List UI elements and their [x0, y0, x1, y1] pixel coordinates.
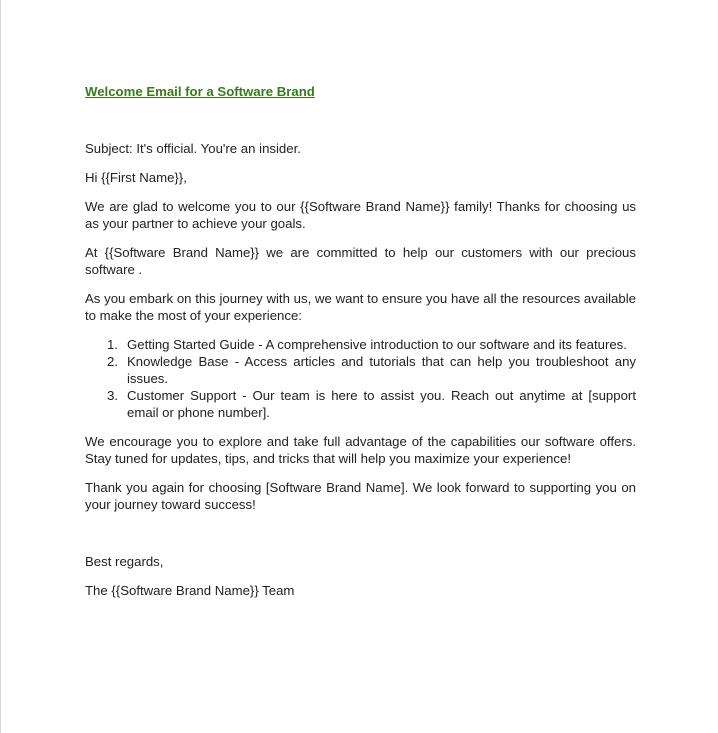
email-greeting: Hi {{First Name}},: [85, 170, 187, 185]
list-item-text: Getting Started Guide - A comprehensive introduction to our software and its features.: [127, 337, 627, 352]
paragraph-encourage: We encourage you to explore and take full advantage of the capabilities our software offers. Stay tuned for updates, tips, and tricks that will help you maximize your experience!: [85, 434, 636, 466]
paragraph-welcome: We are glad to welcome you to our {{Software Brand Name}} family! Thanks for choosing us as your partner to achieve your goals.: [85, 199, 636, 231]
email-subject: Subject: It's official. You're an insider.: [85, 141, 301, 156]
document-title: Welcome Email for a Software Brand: [85, 84, 315, 99]
list-item: [85, 336, 636, 353]
list-item: [85, 353, 636, 387]
paragraph-commitment: At {{Software Brand Name}} we are committed to help our customers with our precious software .: [85, 245, 636, 277]
document-body: [85, 83, 636, 611]
paragraph-resources-intro: As you embark on this journey with us, we want to ensure you have all the resources available to make the most of your experience:: [85, 291, 636, 323]
list-item-number: 2.: [107, 354, 118, 369]
paragraph-thanks: Thank you again for choosing [Software Brand Name]. We look forward to supporting you on your journey toward success!: [85, 480, 636, 512]
list-item-number: 1.: [107, 337, 118, 352]
list-item-number: 3.: [107, 388, 118, 403]
email-signature: The {{Software Brand Name}} Team: [85, 583, 295, 598]
email-signoff: Best regards,: [85, 554, 164, 569]
list-item-text: Customer Support - Our team is here to assist you. Reach out anytime at [support email or phone number].: [127, 388, 636, 420]
spacer: [85, 525, 636, 553]
resources-list: [85, 336, 636, 421]
list-item-text: Knowledge Base - Access articles and tutorials that can help you troubleshoot any issues.: [127, 354, 636, 386]
list-item: [85, 387, 636, 421]
